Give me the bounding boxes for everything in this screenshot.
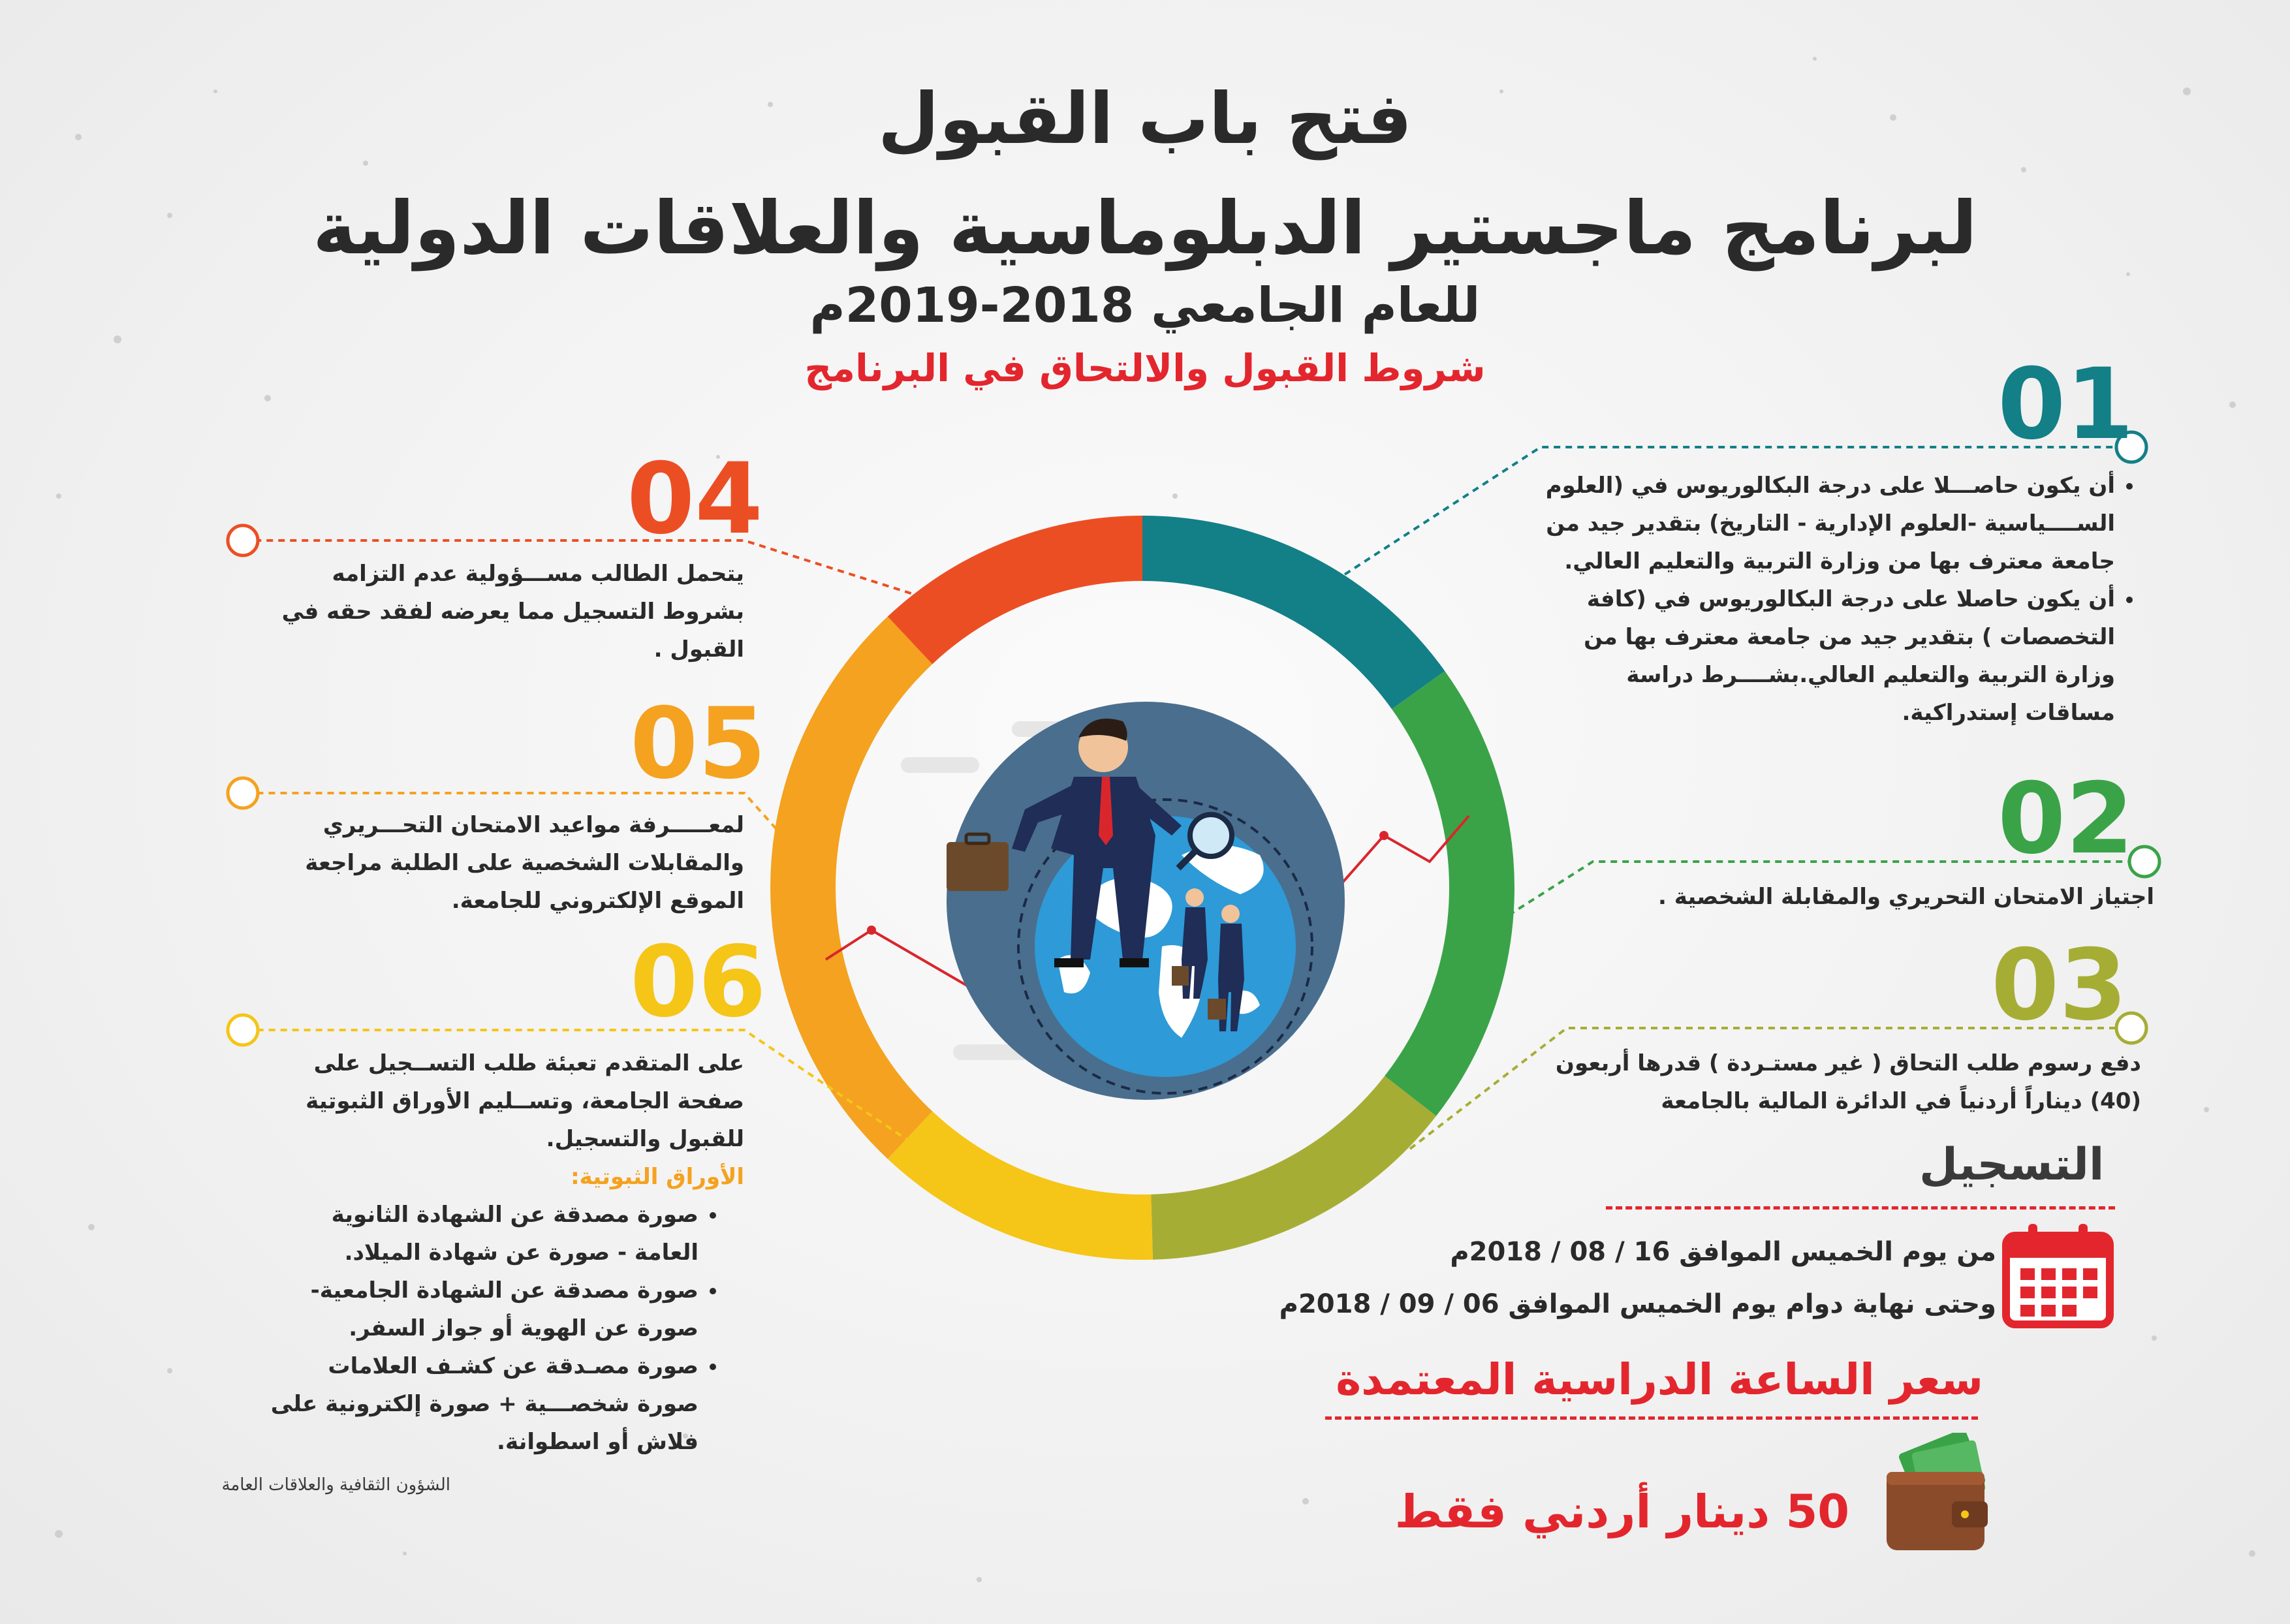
item-01-bullet-2: • أن يكون حاصلا على درجة البكالوريوس في (كافة التخصصات ) بتقدير جيد من جامعة معترف بها من وزارة التربية والتعليم العالي.بشــــرط دراسة مساقات إستدراكية. (1541, 580, 2115, 732)
credit-hour-price-value: 50 دينار أردني فقط (1394, 1485, 1849, 1538)
item-03-number: 03 (1991, 929, 2127, 1042)
title-line-2: لبرنامج ماجستير الدبلوماسية والعلاقات الدولية (313, 186, 1977, 271)
connector-dot-02 (2129, 847, 2159, 877)
doc-item: • صورة مصدقة عن الشهادة الجامعية- صورة عن الهوية أو جواز السفر. (261, 1272, 698, 1347)
registration-from: من يوم الخميس الموافق 16 / 08 / 2018م (1450, 1237, 1996, 1267)
doc-item: • صورة مصدقة عن الشهادة الثانوية العامة - صورة عن شهادة الميلاد. (261, 1196, 698, 1272)
item-06-paragraph: على المتقدم تعبئة طلب التســجيل على صفحة الجامعة، وتســليم الأوراق الثبوتية للقبول والتسجيل. (306, 1050, 744, 1152)
item-02-text: اجتياز الامتحان التحريري والمقابلة الشخصية . (1658, 884, 2154, 910)
item-02-number: 02 (1998, 762, 2134, 876)
price-underline (1325, 1416, 1978, 1420)
item-01-bullet-1: • أن يكون حاصـــلا على درجة البكالوريوس في (العلوم الســــياسية -العلوم الإدارية - التاريخ) بتقدير جيد من جامعة معترف بها من وزارة التربية والتعليم العالي. (1541, 467, 2115, 580)
item-06-number: 06 (630, 926, 766, 1039)
docs-title: الأوراق الثبوتية: (571, 1164, 744, 1190)
footer-department: الشؤون الثقافية والعلاقات العامة (221, 1475, 450, 1495)
wallet-icon (1880, 1433, 1994, 1557)
item-01-text (1541, 467, 2141, 732)
registration-underline (1606, 1206, 2115, 1210)
title-academic-year: للعام الجامعي 2018-2019م (809, 277, 1481, 334)
item-01-number: 01 (1998, 348, 2134, 461)
doc-item: • صورة مصـدقة عن كشـف العلامات صورة شخصـــية + صورة إلكترونية على فلاش أو اسطوانة. (261, 1347, 698, 1461)
connector-dot-04 (228, 525, 258, 555)
title-line-1: فتح باب القبول (877, 78, 1413, 160)
item-06-text (261, 1044, 744, 1461)
connector-dot-06 (228, 1015, 258, 1045)
connector-dot-05 (228, 778, 258, 808)
item-05-text: لمعـــــرفة مواعيد الامتحان التحـــريري والمقابلات الشخصية على الطلبة مراجعة الموقع الإلكتروني للجامعة. (305, 812, 744, 914)
calendar-icon (2001, 1224, 2115, 1328)
item-03-text: دفع رسوم طلب التحاق ( غير مستـردة ) قدرها أربعون (40) ديناراً أردنياً في الدائرة المالية بالجامعة (1555, 1050, 2141, 1114)
item-05-number: 05 (630, 687, 766, 801)
credit-hour-price-title: سعر الساعة الدراسية المعتمدة (1336, 1354, 1983, 1405)
item-04-number: 04 (627, 443, 763, 556)
registration-to: وحتى نهاية دوام يوم الخميس الموافق 06 / 09 / 2018م (1279, 1289, 1996, 1319)
item-04-text: يتحمل الطالب مســـؤولية عدم التزامه بشروط التسجيل مما يعرضه لفقد حقه في القبول . (281, 561, 744, 663)
subtitle-conditions: شروط القبول والالتحاق في البرنامج (804, 346, 1486, 390)
registration-title: التسجيل (1919, 1139, 2105, 1191)
